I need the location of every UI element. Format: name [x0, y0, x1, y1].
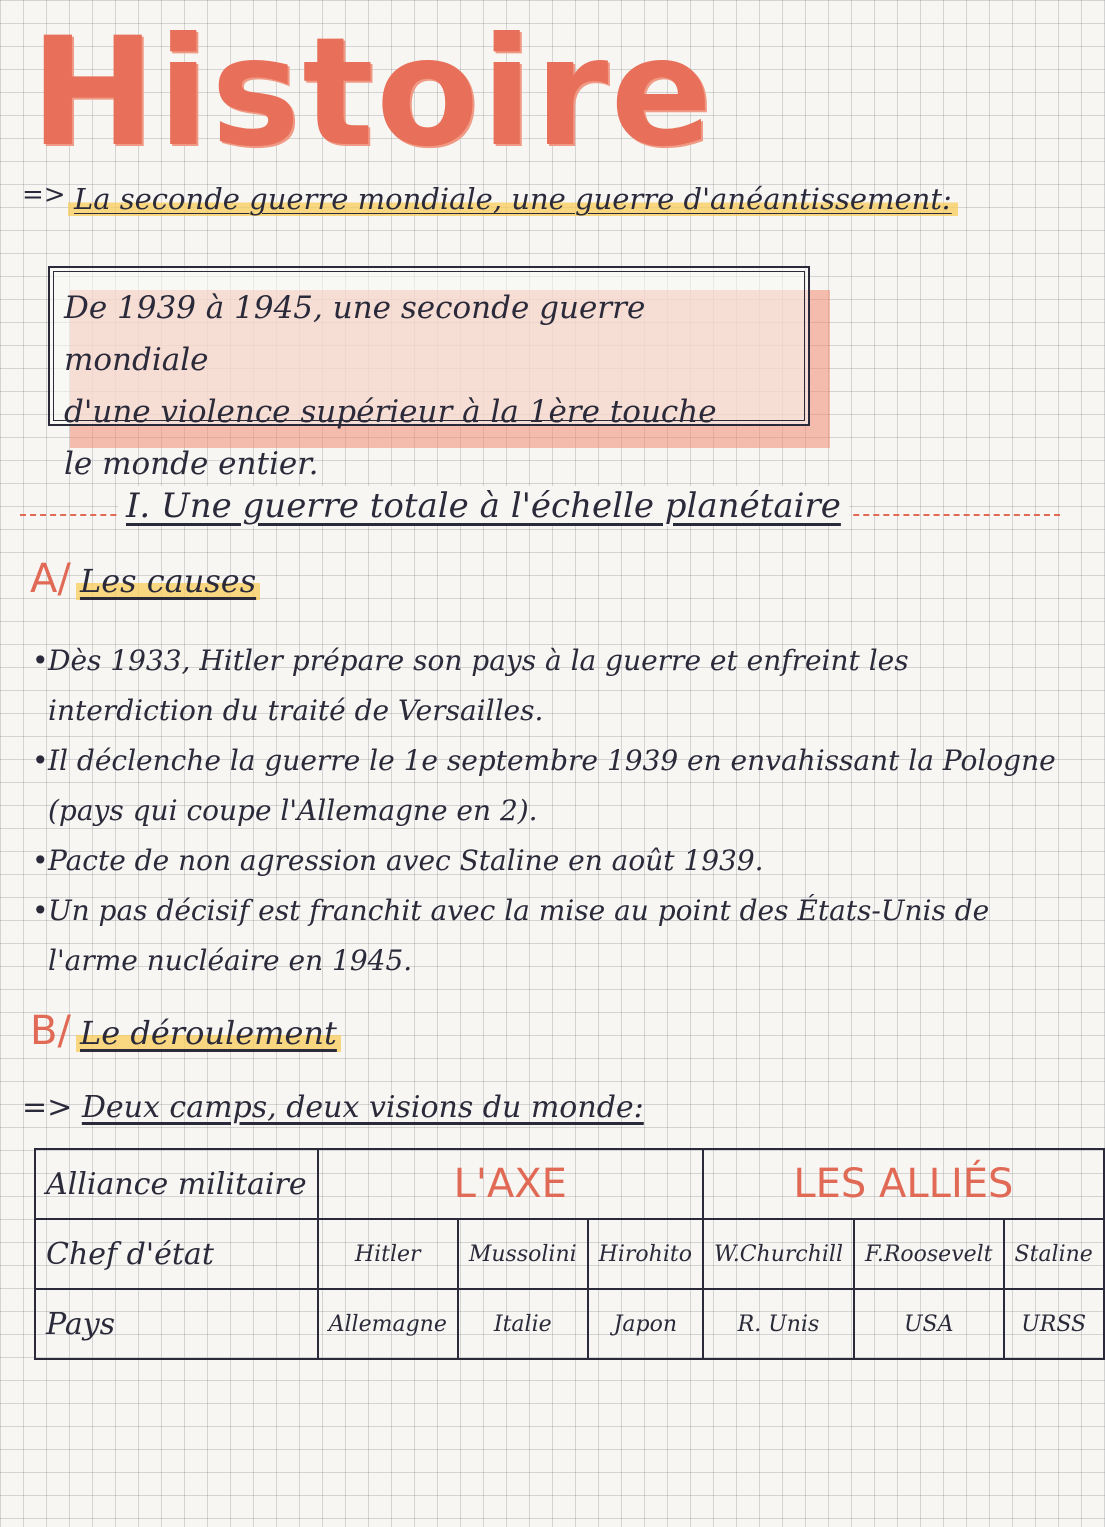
intro-box — [48, 266, 810, 482]
table-cell: Japon — [588, 1289, 703, 1359]
list-item: • Dès 1933, Hitler prépare son pays à la guerre et enfreint les interdiction du traité de Versailles. — [36, 636, 1056, 736]
table-cell: Allemagne — [318, 1289, 458, 1359]
table-row — [35, 1149, 1104, 1219]
table-cell: Chef d'état — [35, 1219, 318, 1289]
table-cell: Italie — [458, 1289, 588, 1359]
table-row — [35, 1219, 1104, 1289]
part-title: I. Une guerre totale à l'échelle planétaire — [118, 486, 849, 526]
table-cell: Pays — [35, 1289, 318, 1359]
camps-intro-text: Deux camps, deux visions du monde: — [81, 1090, 644, 1125]
section-heading: Les causes — [76, 562, 260, 600]
table-cell: Hitler — [318, 1219, 458, 1289]
table-cell: URSS — [1004, 1289, 1104, 1359]
section-letter: A/ — [30, 556, 71, 602]
table-cell: Alliance militaire — [35, 1149, 318, 1219]
section-heading: Le déroulement — [76, 1014, 341, 1052]
table-cell: Hirohito — [588, 1219, 703, 1289]
causes-list — [36, 636, 1056, 986]
arrow: => — [22, 1090, 73, 1125]
allies-header: LES ALLIÉS — [703, 1149, 1104, 1219]
alliances-table — [34, 1148, 1105, 1360]
camps-intro — [22, 1090, 644, 1125]
chapter-subtitle: La seconde guerre mondiale, une guerre d'anéantissement: — [68, 182, 958, 216]
table-cell: Staline — [1004, 1219, 1104, 1289]
table-cell: W.Churchill — [703, 1219, 854, 1289]
table-cell: F.Roosevelt — [854, 1219, 1004, 1289]
list-item: • Pacte de non agression avec Staline en août 1939. — [36, 836, 1056, 886]
intro-line: le monde entier. — [64, 446, 319, 482]
intro-line: d'une violence supérieur à la 1ère touche — [64, 394, 717, 430]
list-item: • Un pas décisif est franchit avec la mise au point des États-Unis de l'arme nucléaire en 1945. — [36, 886, 1056, 986]
table-row — [35, 1289, 1104, 1359]
section-a-header — [30, 556, 260, 602]
section-b-header — [30, 1008, 341, 1054]
table-cell: R. Unis — [703, 1289, 854, 1359]
section-letter: B/ — [30, 1008, 71, 1054]
subtitle-arrow: => — [22, 180, 66, 210]
table-cell: USA — [854, 1289, 1004, 1359]
table-cell: Mussolini — [458, 1219, 588, 1289]
intro-line: De 1939 à 1945, une seconde guerre mondiale — [64, 290, 646, 378]
axe-header: L'AXE — [318, 1149, 703, 1219]
list-item: • Il déclenche la guerre le 1e septembre 1939 en envahissant la Pologne (pays qui coupe l'Allemagne en 2). — [36, 736, 1056, 836]
page-title: Histoire — [30, 6, 715, 180]
